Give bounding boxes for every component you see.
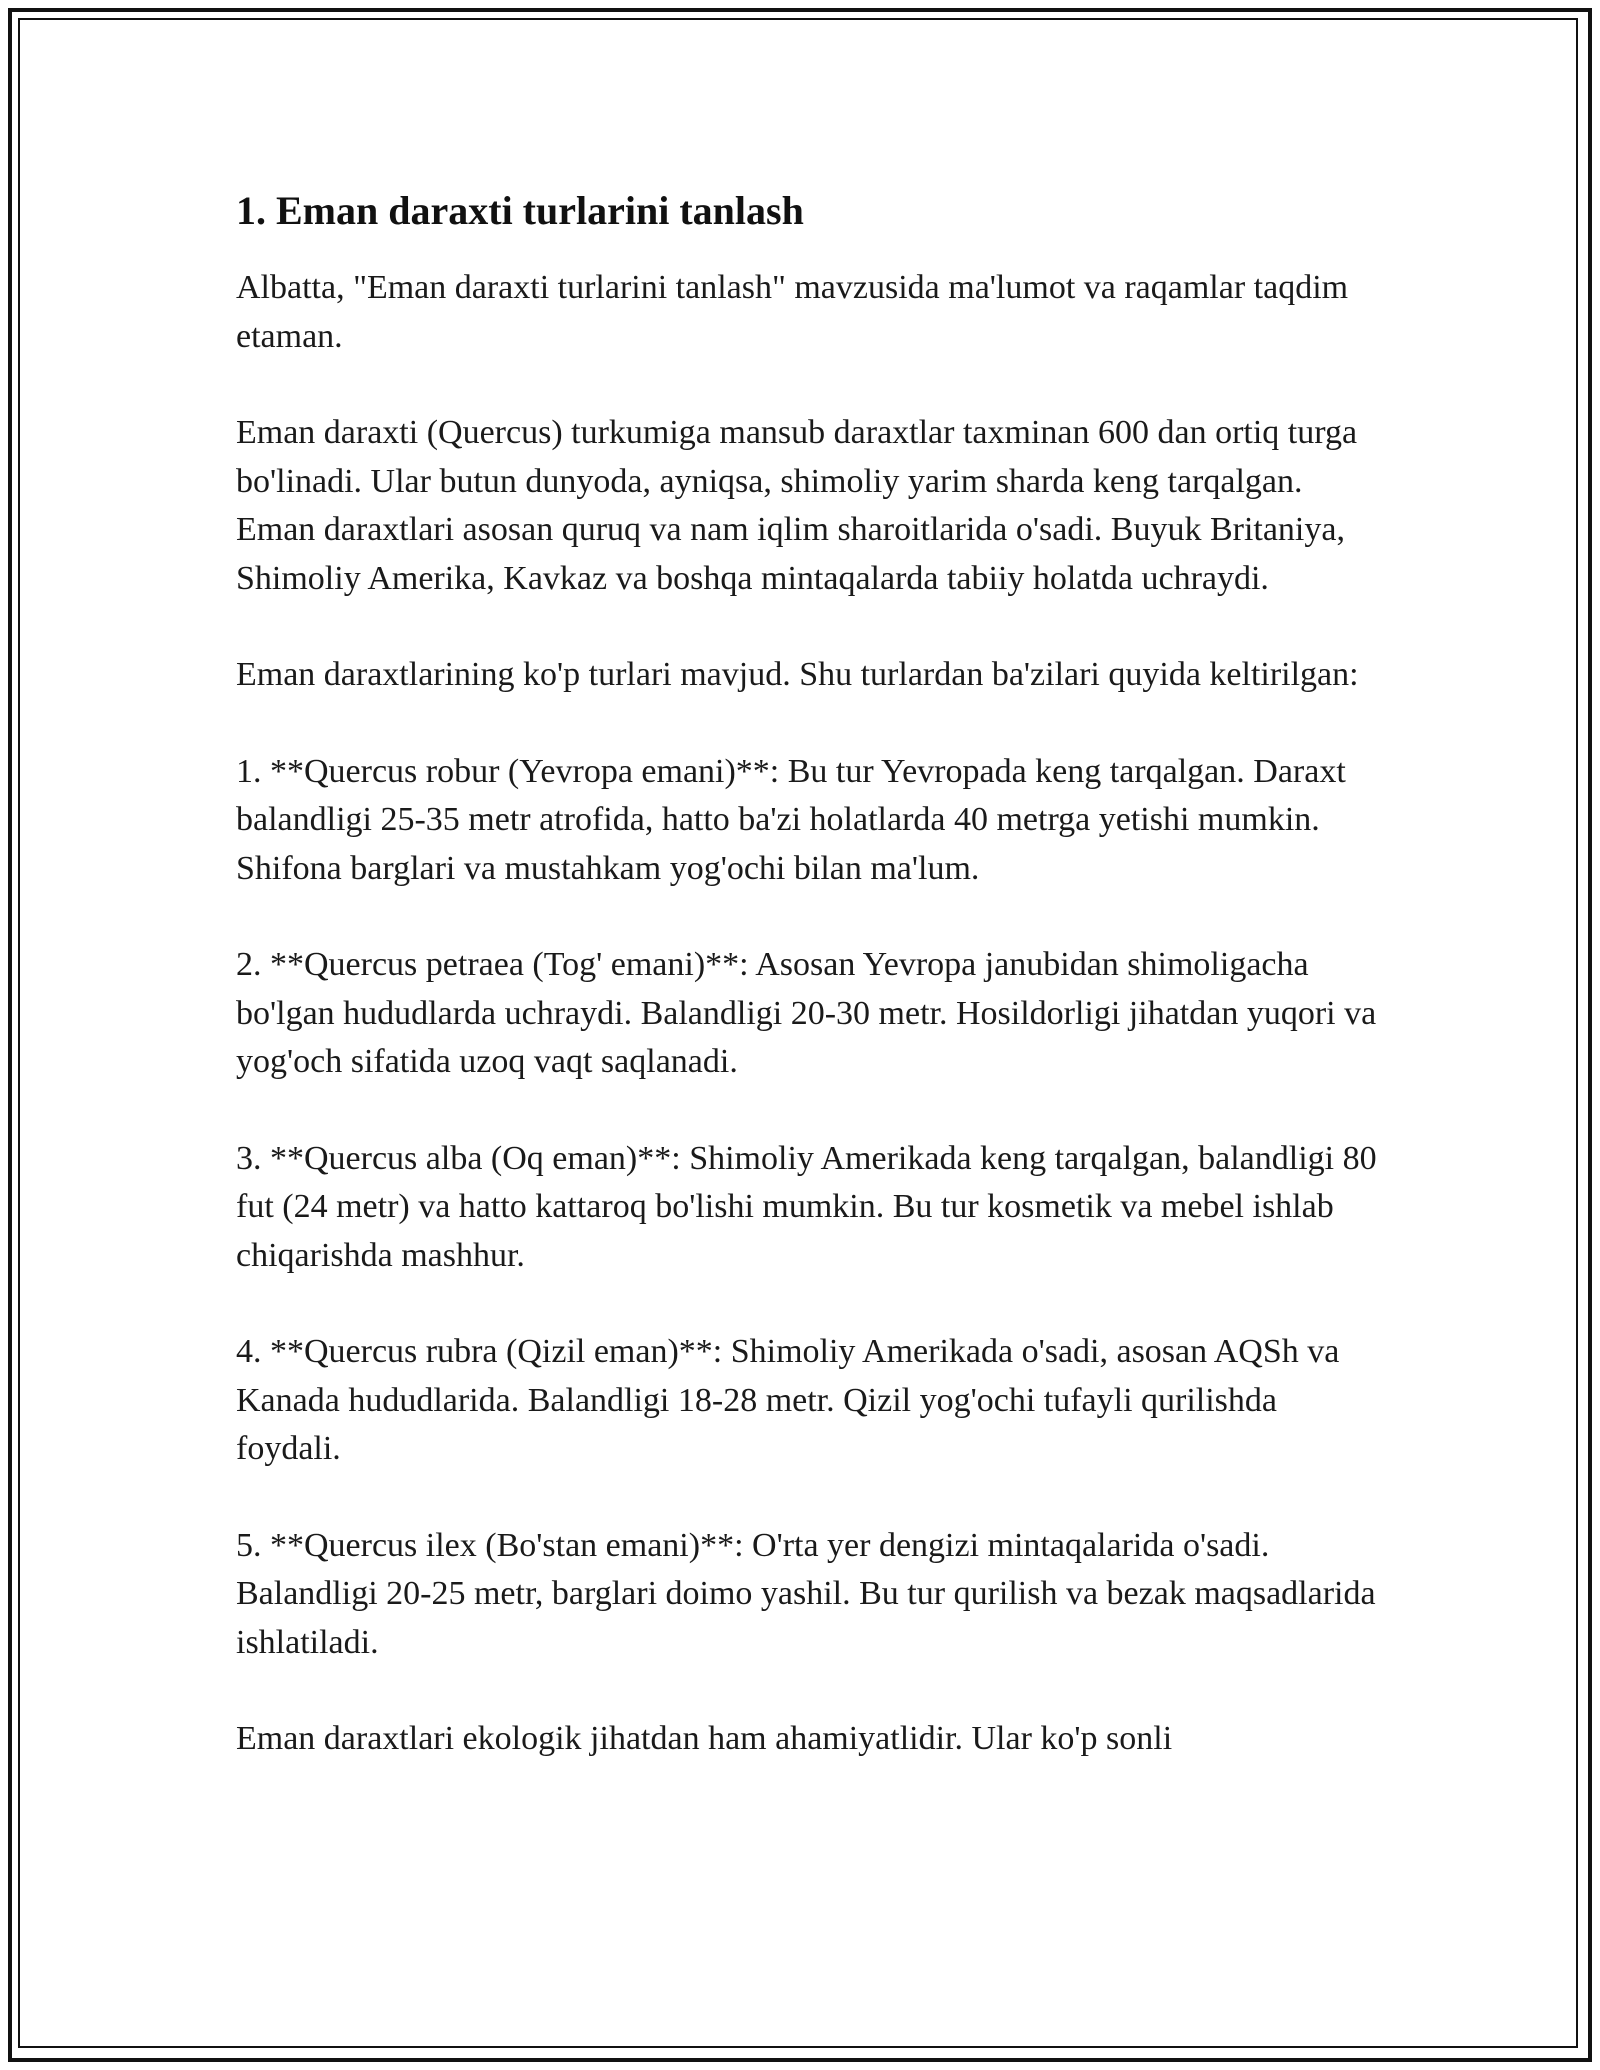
list-item-quercus-robur: 1. **Quercus robur (Yevropa emani)**: Bu tur Yevropada keng tarqalgan. Daraxt balandligi 25-35 metr atrofida, hatto ba'zi holatlarda 40 metrga yetishi mumkin. Shifona barglari va mustahkam yog'ochi bilan ma'lum. <box>236 752 1346 887</box>
intro-paragraph: Albatta, "Eman daraxti turlarini tanlash" mavzusida ma'lumot va raqamlar taqdim etaman. <box>236 269 1349 355</box>
section-heading: 1. Eman daraxti turlarini tanlash <box>236 188 804 233</box>
document-body <box>236 186 1386 1764</box>
list-item-quercus-rubra: 4. **Quercus rubra (Qizil eman)**: Shimoliy Amerikada o'sadi, asosan AQSh va Kanada hududlarida. Balandligi 18-28 metr. Qizil yog'ochi tufayli qurilishda foydali. <box>236 1333 1340 1467</box>
list-item-quercus-ilex: 5. **Quercus ilex (Bo'stan emani)**: O'rta yer dengizi mintaqalarida o'sadi. Balandligi 20-25 metr, barglari doimo yashil. Bu tur qurilish va bezak maqsadlarida ishlatiladi. <box>236 1526 1376 1661</box>
list-item-quercus-alba: 3. **Quercus alba (Oq eman)**: Shimoliy Amerikada keng tarqalgan, balandligi 80 fut (24 metr) va hatto kattaroq bo'lishi mumkin. Bu tur kosmetik va mebel ishlab chiqarishda mashhur. <box>236 1139 1377 1274</box>
list-item-quercus-petraea: 2. **Quercus petraea (Tog' emani)**: Asosan Yevropa janubidan shimoligacha bo'lgan hududlarda uchraydi. Balandligi 20-30 metr. Hosildorligi jihatdan yuqori va yog'och sifatida uzoq vaqt saqlanadi. <box>236 946 1377 1080</box>
ecology-paragraph: Eman daraxtlari ekologik jihatdan ham ahamiyatlidir. Ular ko'p sonli <box>236 1720 1173 1757</box>
types-intro-paragraph: Eman daraxtlarining ko'p turlari mavjud. Shu turlardan ba'zilari quyida keltirilgan: <box>236 656 1359 693</box>
overview-paragraph: Eman daraxti (Quercus) turkumiga mansub daraxtlar taxminan 600 dan ortiq turga bo'linadi. Ular butun dunyoda, ayniqsa, shimoliy yarim sharda keng tarqalgan. Eman daraxtlari asosan quruq va nam iqlim sharoitlarida o'sadi. Buyuk Britaniya, Shimoliy Amerika, Kavkaz va boshqa mintaqalarda tabiiy holatda uchraydi. <box>236 414 1358 597</box>
